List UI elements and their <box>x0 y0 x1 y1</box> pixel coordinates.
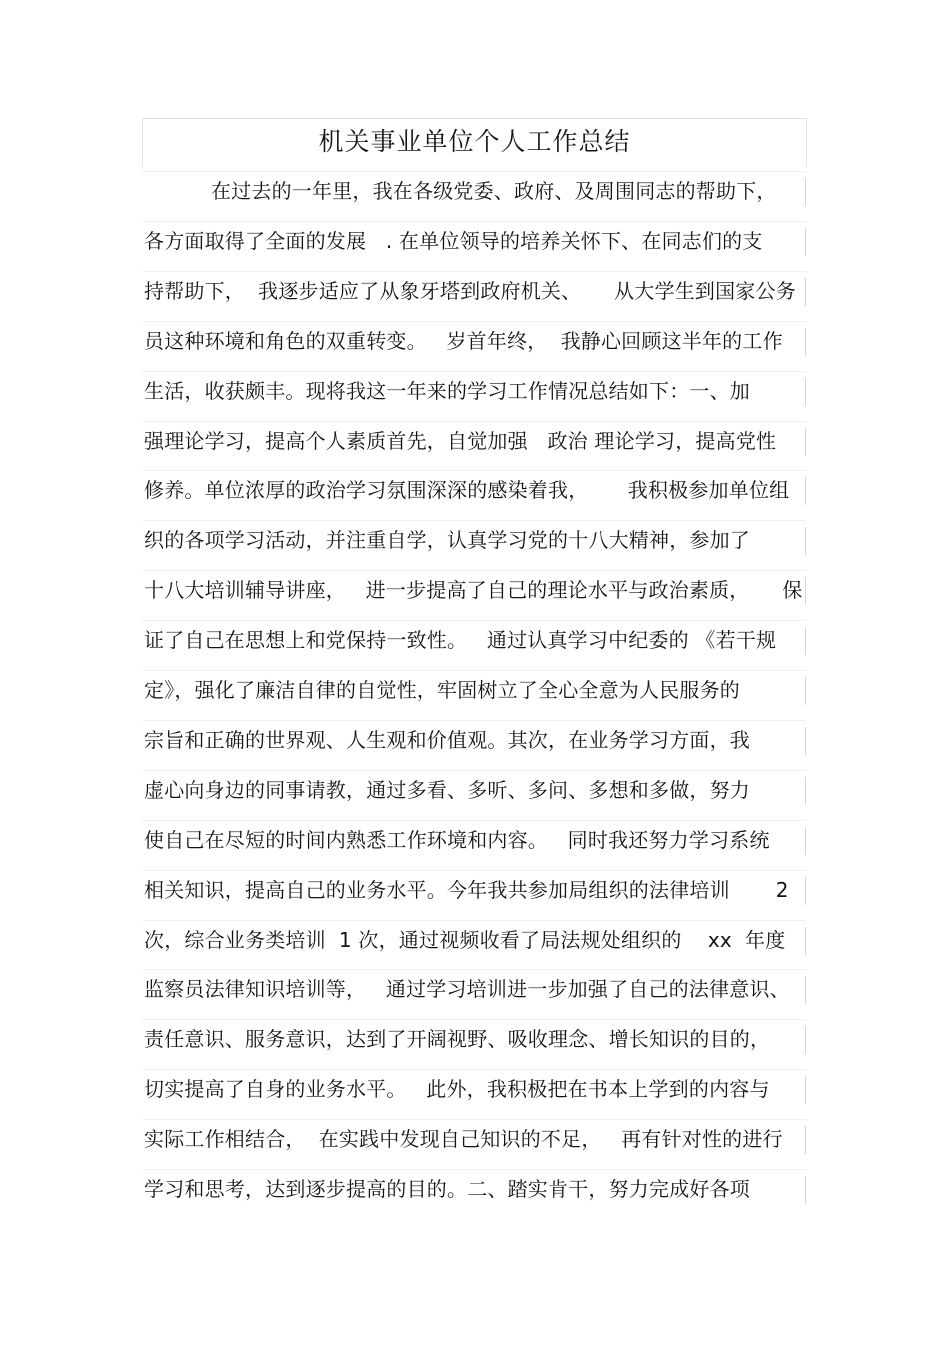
line-rule <box>142 870 806 871</box>
body-text-line: 十八大培训辅导讲座， 进一步提高了自己的理论水平与政治素质， 保 <box>144 578 803 602</box>
body-text-line: 修养。单位浓厚的政治学习氛围深深的感染着我， 我积极参加单位组 <box>144 478 790 502</box>
body-text-line: 持帮助下， 我逐步适应了从象牙塔到政府机关、 从大学生到国家公务 <box>144 279 796 303</box>
line-rule <box>142 271 806 272</box>
line-rule <box>142 1069 806 1070</box>
line-rule <box>142 720 806 721</box>
line-rule <box>142 920 806 921</box>
line-rule <box>142 421 806 422</box>
body-text-line: 各方面取得了全面的发展 . 在单位领导的培养关怀下、在同志们的支 <box>144 229 763 253</box>
body-text-line: 监察员法律知识培训等， 通过学习培训进一步加强了自己的法律意识、 <box>144 977 790 1001</box>
body-text-line: 实际工作相结合， 在实践中发现自己知识的不足， 再有针对性的进行 <box>144 1127 783 1151</box>
document-title: 机关事业单位个人工作总结 <box>318 127 631 156</box>
body-text-line: 织的各项学习活动，并注重自学，认真学习党的十八大精神，参加了 <box>144 528 750 552</box>
body-text-line: 定》，强化了廉洁自律的自觉性，牢固树立了全心全意为人民服务的 <box>144 678 740 702</box>
line-rule <box>142 620 806 621</box>
line-rule <box>142 820 806 821</box>
line-rule <box>142 470 806 471</box>
body-text-line: 宗旨和正确的世界观、人生观和价值观。其次，在业务学习方面，我 <box>144 728 750 752</box>
line-rule <box>142 570 806 571</box>
body-text-line: 切实提高了自身的业务水平。 此外，我积极把在书本上学到的内容与 <box>144 1077 770 1101</box>
body-text-line: 在过去的一年里，我在各级党委、政府、及周围同志的帮助下， <box>211 179 777 203</box>
line-rule <box>142 670 806 671</box>
body-text-line: 学习和思考，达到逐步提高的目的。二、踏实肯干，努力完成好各项 <box>144 1177 750 1201</box>
body-text-line: 强理论学习，提高个人素质首先，自觉加强 政治 理论学习，提高党性 <box>144 429 777 453</box>
body-text-line: 生活，收获颇丰。现将我这一年来的学习工作情况总结如下：一、加 <box>144 379 750 403</box>
line-rule <box>142 1119 806 1120</box>
body-text-line: 员这种环境和角色的双重转变。 岁首年终， 我静心回顾这半年的工作 <box>144 329 783 353</box>
body-text-line: 责任意识、服务意识，达到了开阔视野、吸收理念、增长知识的目的， <box>144 1027 771 1051</box>
line-rule <box>142 770 806 771</box>
line-rule <box>142 321 806 322</box>
line-rule <box>142 371 806 372</box>
body-text-line: 证了自己在思想上和党保持一致性。 通过认真学习中纪委的 《若干规 <box>144 628 777 652</box>
body-text-line: 使自己在尽短的时间内熟悉工作环境和内容。 同时我还努力学习系统 <box>144 828 770 852</box>
line-rule <box>142 221 806 222</box>
line-rule <box>142 969 806 970</box>
line-rule <box>142 1169 806 1170</box>
line-rule <box>142 171 806 172</box>
body-text-line: 次，综合业务类培训 1 次，通过视频收看了局法规处组织的 xx 年度 <box>144 928 786 952</box>
body-text-line: 相关知识，提高自己的业务水平。今年我共参加局组织的法律培训 2 <box>144 878 789 902</box>
line-rule <box>142 1019 806 1020</box>
line-rule <box>142 520 806 521</box>
body-text-line: 虚心向身边的同事请教，通过多看、多听、多问、多想和多做，努力 <box>144 778 750 802</box>
